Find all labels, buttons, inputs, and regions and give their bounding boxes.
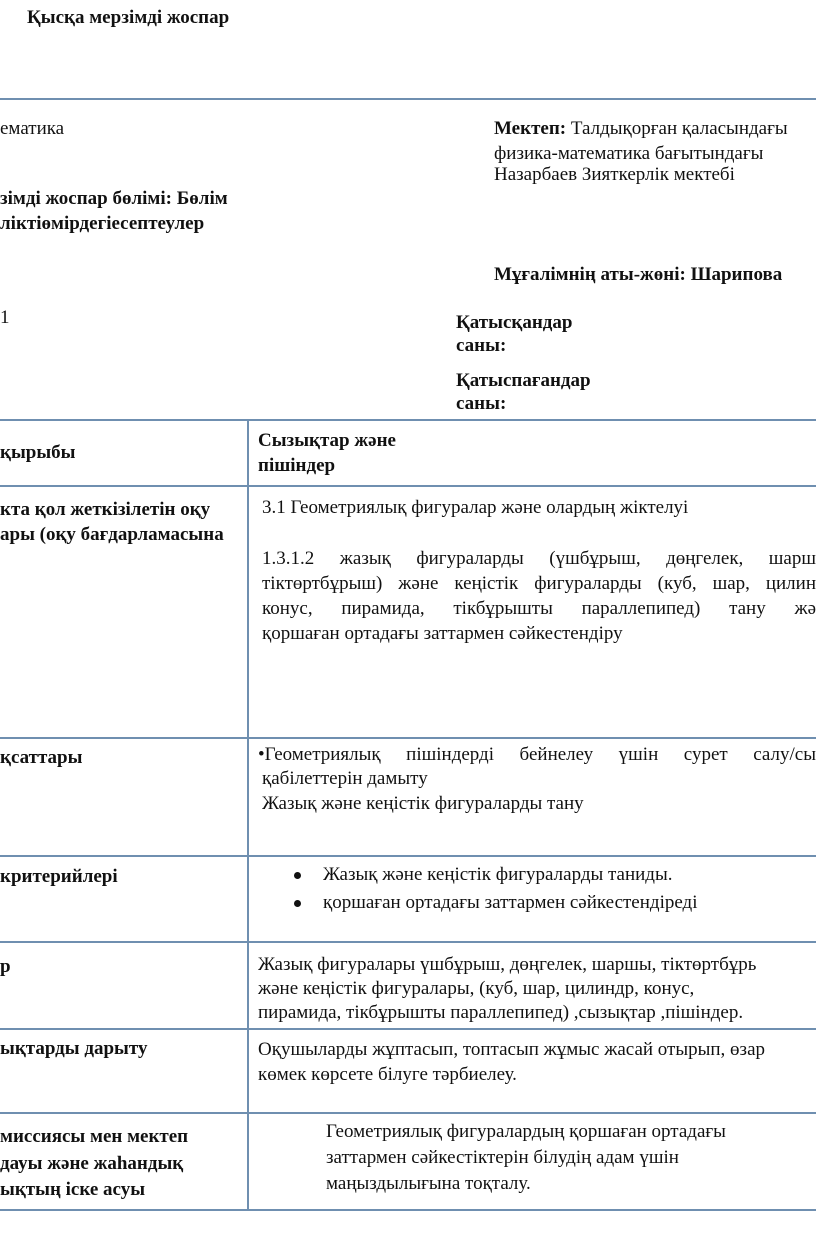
row-content-values-line-1: Оқушыларды жұптасып, топтасып жұмыс жасай отырып, өзар <box>258 1039 765 1060</box>
present-count-label-1: Қатысқандар <box>456 312 573 333</box>
table-border-3 <box>0 855 816 857</box>
row-content-objectives-line-1: 3.1 Геометриялық фигуралар және олардың жіктелуі <box>262 497 689 518</box>
row-content-mission-line-2: заттармен сәйкестіктерін білудің адам үшін <box>326 1147 679 1168</box>
bullet-icon <box>294 900 301 907</box>
row-label-objectives-line-1: кта қол жеткізілетін оқу <box>0 499 211 520</box>
row-label-values: ықтарды дарыту <box>0 1038 148 1059</box>
absent-count-label-1: Қатыспағандар <box>456 370 591 391</box>
row-content-objectives-line-2: 1.3.1.2 жазық фигураларды (үшбұрыш, дөңгелек, шарш <box>262 548 816 569</box>
document-title: Қысқа мерзімді жоспар <box>27 7 230 28</box>
bullet-icon <box>294 872 301 879</box>
row-label-terms: р <box>0 956 11 977</box>
table-border-7 <box>0 1209 816 1211</box>
row-content-topic-line-1: Сызықтар және <box>258 430 396 451</box>
row-content-criteria-item-2: қоршаған ортадағы заттармен сәйкестендіреді <box>323 892 698 913</box>
row-content-mission-line-3: маңыздылығына тоқталу. <box>326 1173 531 1194</box>
row-content-lesson-goals-line-1: •Геометриялық пішіндерді бейнелеу үшін сурет салу/сы <box>258 744 816 765</box>
row-content-objectives-line-4: конус, пирамида, тікбұрышты параллепипед) тану жә <box>262 598 816 619</box>
row-content-values-line-2: көмек көрсете білуге тәрбиелеу. <box>258 1064 517 1085</box>
row-content-objectives-line-5: қоршаған ортадағы заттармен сәйкестендіру <box>262 623 623 644</box>
row-content-topic-line-2: пішіндер <box>258 455 336 476</box>
row-label-topic: қырыбы <box>0 442 76 463</box>
row-content-mission-line-3: ықтың іске асуы <box>0 1179 146 1200</box>
school-field <box>494 116 788 141</box>
row-content-criteria-item-1: Жазық және кеңістік фигураларды таниды. <box>323 864 673 885</box>
plan-section-line-1: зімді жоспар бөлімі: Бөлім <box>0 188 228 209</box>
teacher-field: Мұғалімнің аты-жөні: Шарипова <box>494 264 783 285</box>
school-name-line-1: Талдықорған қаласындағы <box>570 118 788 139</box>
table-column-divider <box>247 419 249 1211</box>
row-label-assessment-criteria: критерийлері <box>0 866 118 887</box>
row-content-terms-line-2: және кеңістік фигуралары, (куб, шар, цилиндр, конус, <box>258 978 695 999</box>
row-label-mission-line-2: дауы және жаһандық <box>0 1153 184 1174</box>
table-border-2 <box>0 737 816 739</box>
table-border-5 <box>0 1028 816 1030</box>
table-border-0 <box>0 419 816 421</box>
row-label-objectives-line-2: ары (оқу бағдарламасына <box>0 524 224 545</box>
row-content-terms-line-1: Жазық фигуралары үшбұрыш, дөңгелек, шаршы, тіктөртбұрь <box>258 954 757 975</box>
absent-count-label-2: саны: <box>456 393 507 414</box>
row-content-lesson-goals-line-3: Жазық және кеңістік фигураларды тану <box>262 793 584 814</box>
table-border-4 <box>0 941 816 943</box>
school-name-line-3: Назарбаев Зияткерлік мектебі <box>494 164 735 185</box>
table-border-1 <box>0 485 816 487</box>
row-content-objectives-line-3: тіктөртбұрыш) және кеңістік фигураларды (куб, шар, цилин <box>262 573 816 594</box>
plan-section-line-2: ліктіөмірдегіесептеулер <box>0 213 205 234</box>
header-top-border <box>0 98 816 100</box>
subject-field: ематика <box>0 118 65 139</box>
table-border-6 <box>0 1112 816 1114</box>
grade-field: 1 <box>0 307 10 328</box>
row-label-mission-line-1: миссиясы мен мектеп <box>0 1126 189 1147</box>
school-label: Мектеп: <box>494 118 567 139</box>
row-content-mission-line-1: Геометриялық фигуралардың қоршаған ортадағы <box>326 1121 726 1142</box>
row-label-lesson-goals: қсаттары <box>0 747 83 768</box>
school-name-line-2: физика-математика бағытындағы <box>494 143 764 164</box>
row-content-terms-line-3: пирамида, тікбұрышты параллепипед) ,сызықтар ,пішіндер. <box>258 1002 744 1023</box>
row-content-lesson-goals-line-2: қабілеттерін дамыту <box>262 768 428 789</box>
present-count-label-2: саны: <box>456 335 507 356</box>
